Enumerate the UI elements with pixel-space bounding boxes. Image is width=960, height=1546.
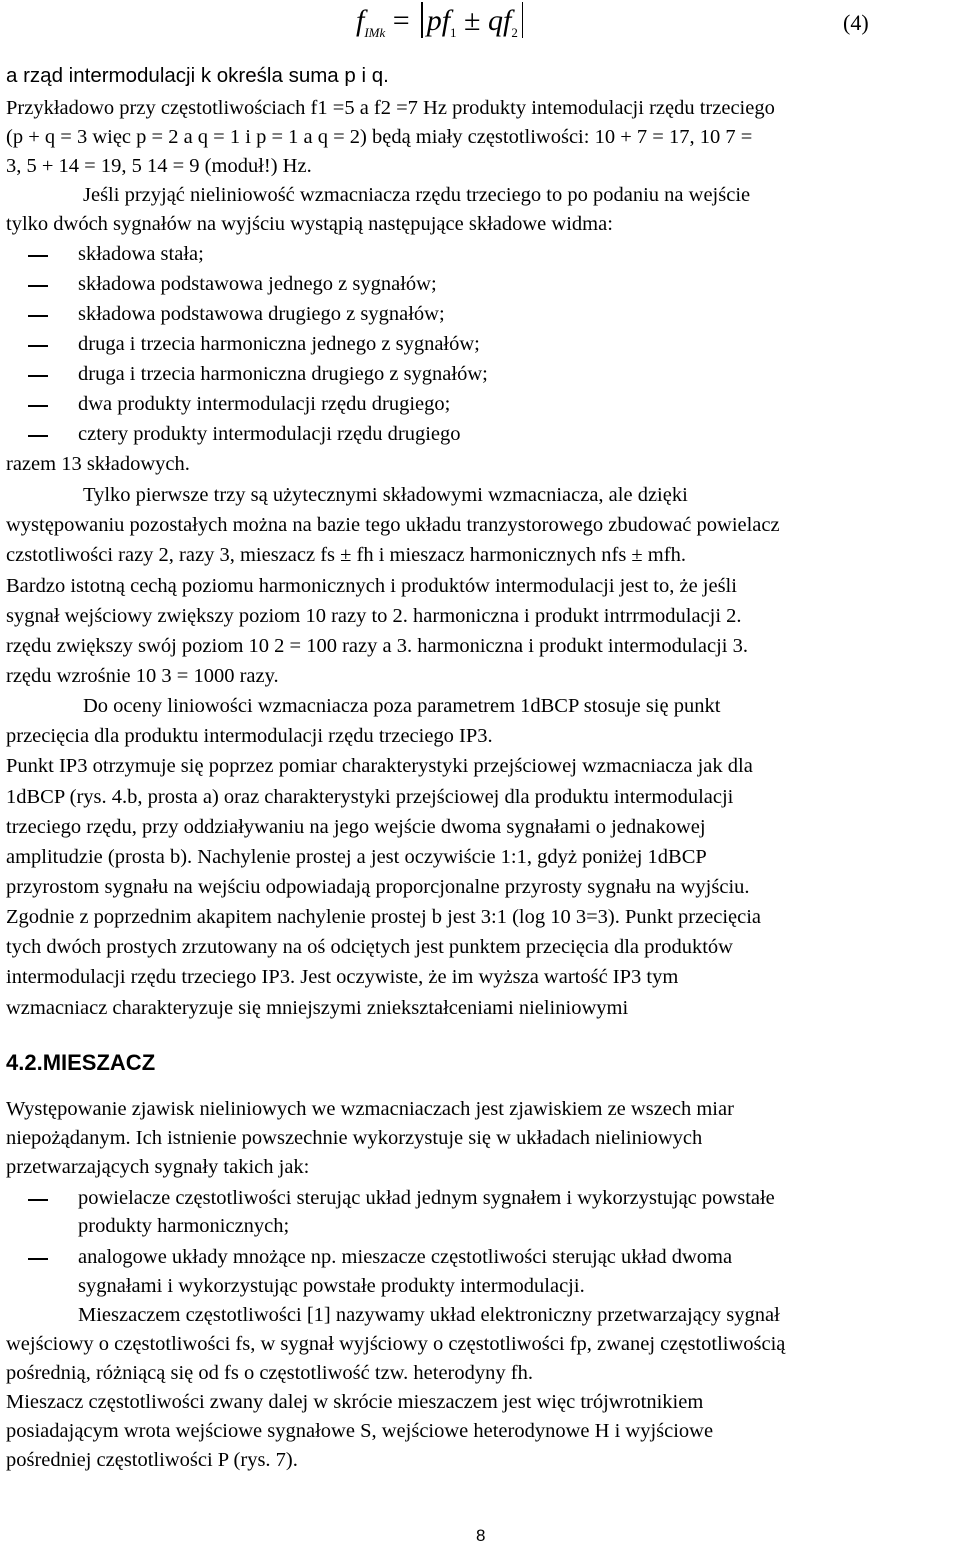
text-line: wejściowy o częstotliwości fs, w sygnał wyjściowy o częstotliwości fp, zwanej częstotliwością — [6, 1333, 786, 1355]
text-line: Bardzo istotną cechą poziomu harmonicznych i produktów intermodulacji jest to, że jeśli — [6, 575, 737, 597]
list-dash — [28, 435, 48, 437]
text-line: tych dwóch prostych zrzutowany na oś odciętych jest punktem przecięcia dla produktów — [6, 936, 733, 958]
list-dash — [28, 1258, 48, 1260]
text-line: Występowanie zjawisk nieliniowych we wzmacniaczach jest zjawiskiem ze wszech miar — [6, 1098, 734, 1120]
text-line: amplitudzie (prosta b). Nachylenie prostej a jest oczywiście 1:1, gdyż poniżej 1dBCP — [6, 846, 707, 868]
text-line: przecięcia dla produktu intermodulacji rzędu trzeciego IP3. — [6, 725, 493, 747]
list-item: powielacze częstotliwości sterując układ jednym sygnałem i wykorzystując powstałe — [78, 1187, 775, 1209]
text-line: a rząd intermodulacji k określa suma p i q. — [6, 64, 389, 87]
text-line: (p + q = 3 więc p = 2 a q = 1 i p = 1 a q = 2) będą miały częstotliwości: 10 + 7 = 17, 10 7 = — [6, 126, 753, 148]
list-dash — [28, 255, 48, 257]
text-line: niepożądanym. Ich istnienie powszechnie wykorzystuje się w układach nieliniowych — [6, 1127, 703, 1149]
text-line: Mieszacz częstotliwości zwany dalej w skrócie mieszaczem jest więc trójwrotnikiem — [6, 1391, 704, 1413]
list-item: składowa podstawowa jednego z sygnałów; — [78, 273, 437, 295]
list-item: składowa stała; — [78, 243, 204, 265]
text-line: Do oceny liniowości wzmacniacza poza parametrem 1dBCP stosuje się punkt — [83, 695, 721, 717]
text-line: pośrednią, różniącą się od fs o częstotliwość tzw. heterodyny fh. — [6, 1362, 533, 1384]
list-item: druga i trzecia harmoniczna jednego z sygnałów; — [78, 333, 480, 355]
text-line: 3, 5 + 14 = 19, 5 14 = 9 (moduł!) Hz. — [6, 155, 312, 177]
list-item: składowa podstawowa drugiego z sygnałów; — [78, 303, 445, 325]
text-line: przyrostom sygnału na wejściu odpowiadają proporcjonalne przyrosty sygnału na wyjściu. — [6, 876, 750, 898]
list-item: analogowe układy mnożące np. mieszacze częstotliwości sterując układ dwoma — [78, 1246, 733, 1268]
text-line: Punkt IP3 otrzymuje się poprzez pomiar charakterystyki przejściowej wzmacniacza jak dla — [6, 755, 753, 777]
list-dash — [28, 405, 48, 407]
list-dash — [28, 1199, 48, 1201]
text-line: trzeciego rzędu, przy oddziaływaniu na jego wejście dwoma sygnałami o jednakowej — [6, 816, 706, 838]
section-heading: 4.2.MIESZACZ — [6, 1050, 156, 1075]
text-line: razem 13 składowych. — [6, 453, 190, 475]
text-line: tylko dwóch sygnałów na wyjściu wystąpią następujące składowe widma: — [6, 213, 613, 235]
text-line: Tylko pierwsze trzy są użytecznymi składowymi wzmacniacza, ale dzięki — [83, 484, 688, 506]
text-line: Mieszaczem częstotliwości [1] nazywamy układ elektroniczny przetwarzający sygnał — [78, 1304, 780, 1326]
text-line: posiadającym wrota wejściowe sygnałowe S, wejściowe heterodynowe H i wyjściowe — [6, 1420, 714, 1442]
text-line: Jeśli przyjąć nieliniowość wzmacniacza rzędu trzeciego to po podaniu na wejście — [83, 184, 751, 206]
list-dash — [28, 345, 48, 347]
text-line: Zgodnie z poprzednim akapitem nachylenie prostej b jest 3:1 (log 10 3=3). Punkt przecięcia — [6, 906, 762, 928]
list-item: dwa produkty intermodulacji rzędu drugiego; — [78, 393, 451, 415]
text-line: 1dBCP (rys. 4.b, prosta a) oraz charakterystyki przejściowej dla produktu intermodulacji — [6, 786, 734, 808]
list-item: sygnałami i wykorzystując powstałe produkty intermodulacji. — [78, 1275, 585, 1297]
text-line: rzędu zwiększy swój poziom 10 2 = 100 razy a 3. harmoniczna i produkt intermodulacji 3. — [6, 635, 748, 657]
text-line: występowaniu pozostałych można na bazie tego układu tranzystorowego zbudować powielacz — [6, 514, 780, 536]
text-line: sygnał wejściowy zwiększy poziom 10 razy to 2. harmoniczna i produkt intrrmodulacji 2. — [6, 605, 742, 627]
list-dash — [28, 375, 48, 377]
text-line: intermodulacji rzędu trzeciego IP3. Jest oczywiste, że im wyższa wartość IP3 tym — [6, 966, 679, 988]
page-number: 8 — [476, 1526, 486, 1545]
text-line: Przykładowo przy częstotliwościach f1 =5 a f2 =7 Hz produkty intemodulacji rzędu trzeciego — [6, 97, 775, 119]
list-dash — [28, 315, 48, 317]
list-item: produkty harmonicznych; — [78, 1215, 290, 1237]
text-line: czstotliwości razy 2, razy 3, mieszacz fs ± fh i mieszacz harmonicznych nfs ± mfh. — [6, 544, 686, 566]
text-line: przetwarzających sygnały takich jak: — [6, 1156, 310, 1178]
text-line: rzędu wzrośnie 10 3 = 1000 razy. — [6, 665, 279, 687]
equation-number: (4) — [843, 10, 869, 35]
formula-4: $f_{IMk} = pf_1 \pm qf_2$ — [356, 2, 527, 38]
list-dash — [28, 285, 48, 287]
text-line: pośredniej częstotliwości P (rys. 7). — [6, 1449, 298, 1471]
text-line: wzmacniacz charakteryzuje się mniejszymi zniekształceniami nieliniowymi — [6, 997, 629, 1019]
list-item: druga i trzecia harmoniczna drugiego z sygnałów; — [78, 363, 488, 385]
list-item: cztery produkty intermodulacji rzędu drugiego — [78, 423, 461, 445]
